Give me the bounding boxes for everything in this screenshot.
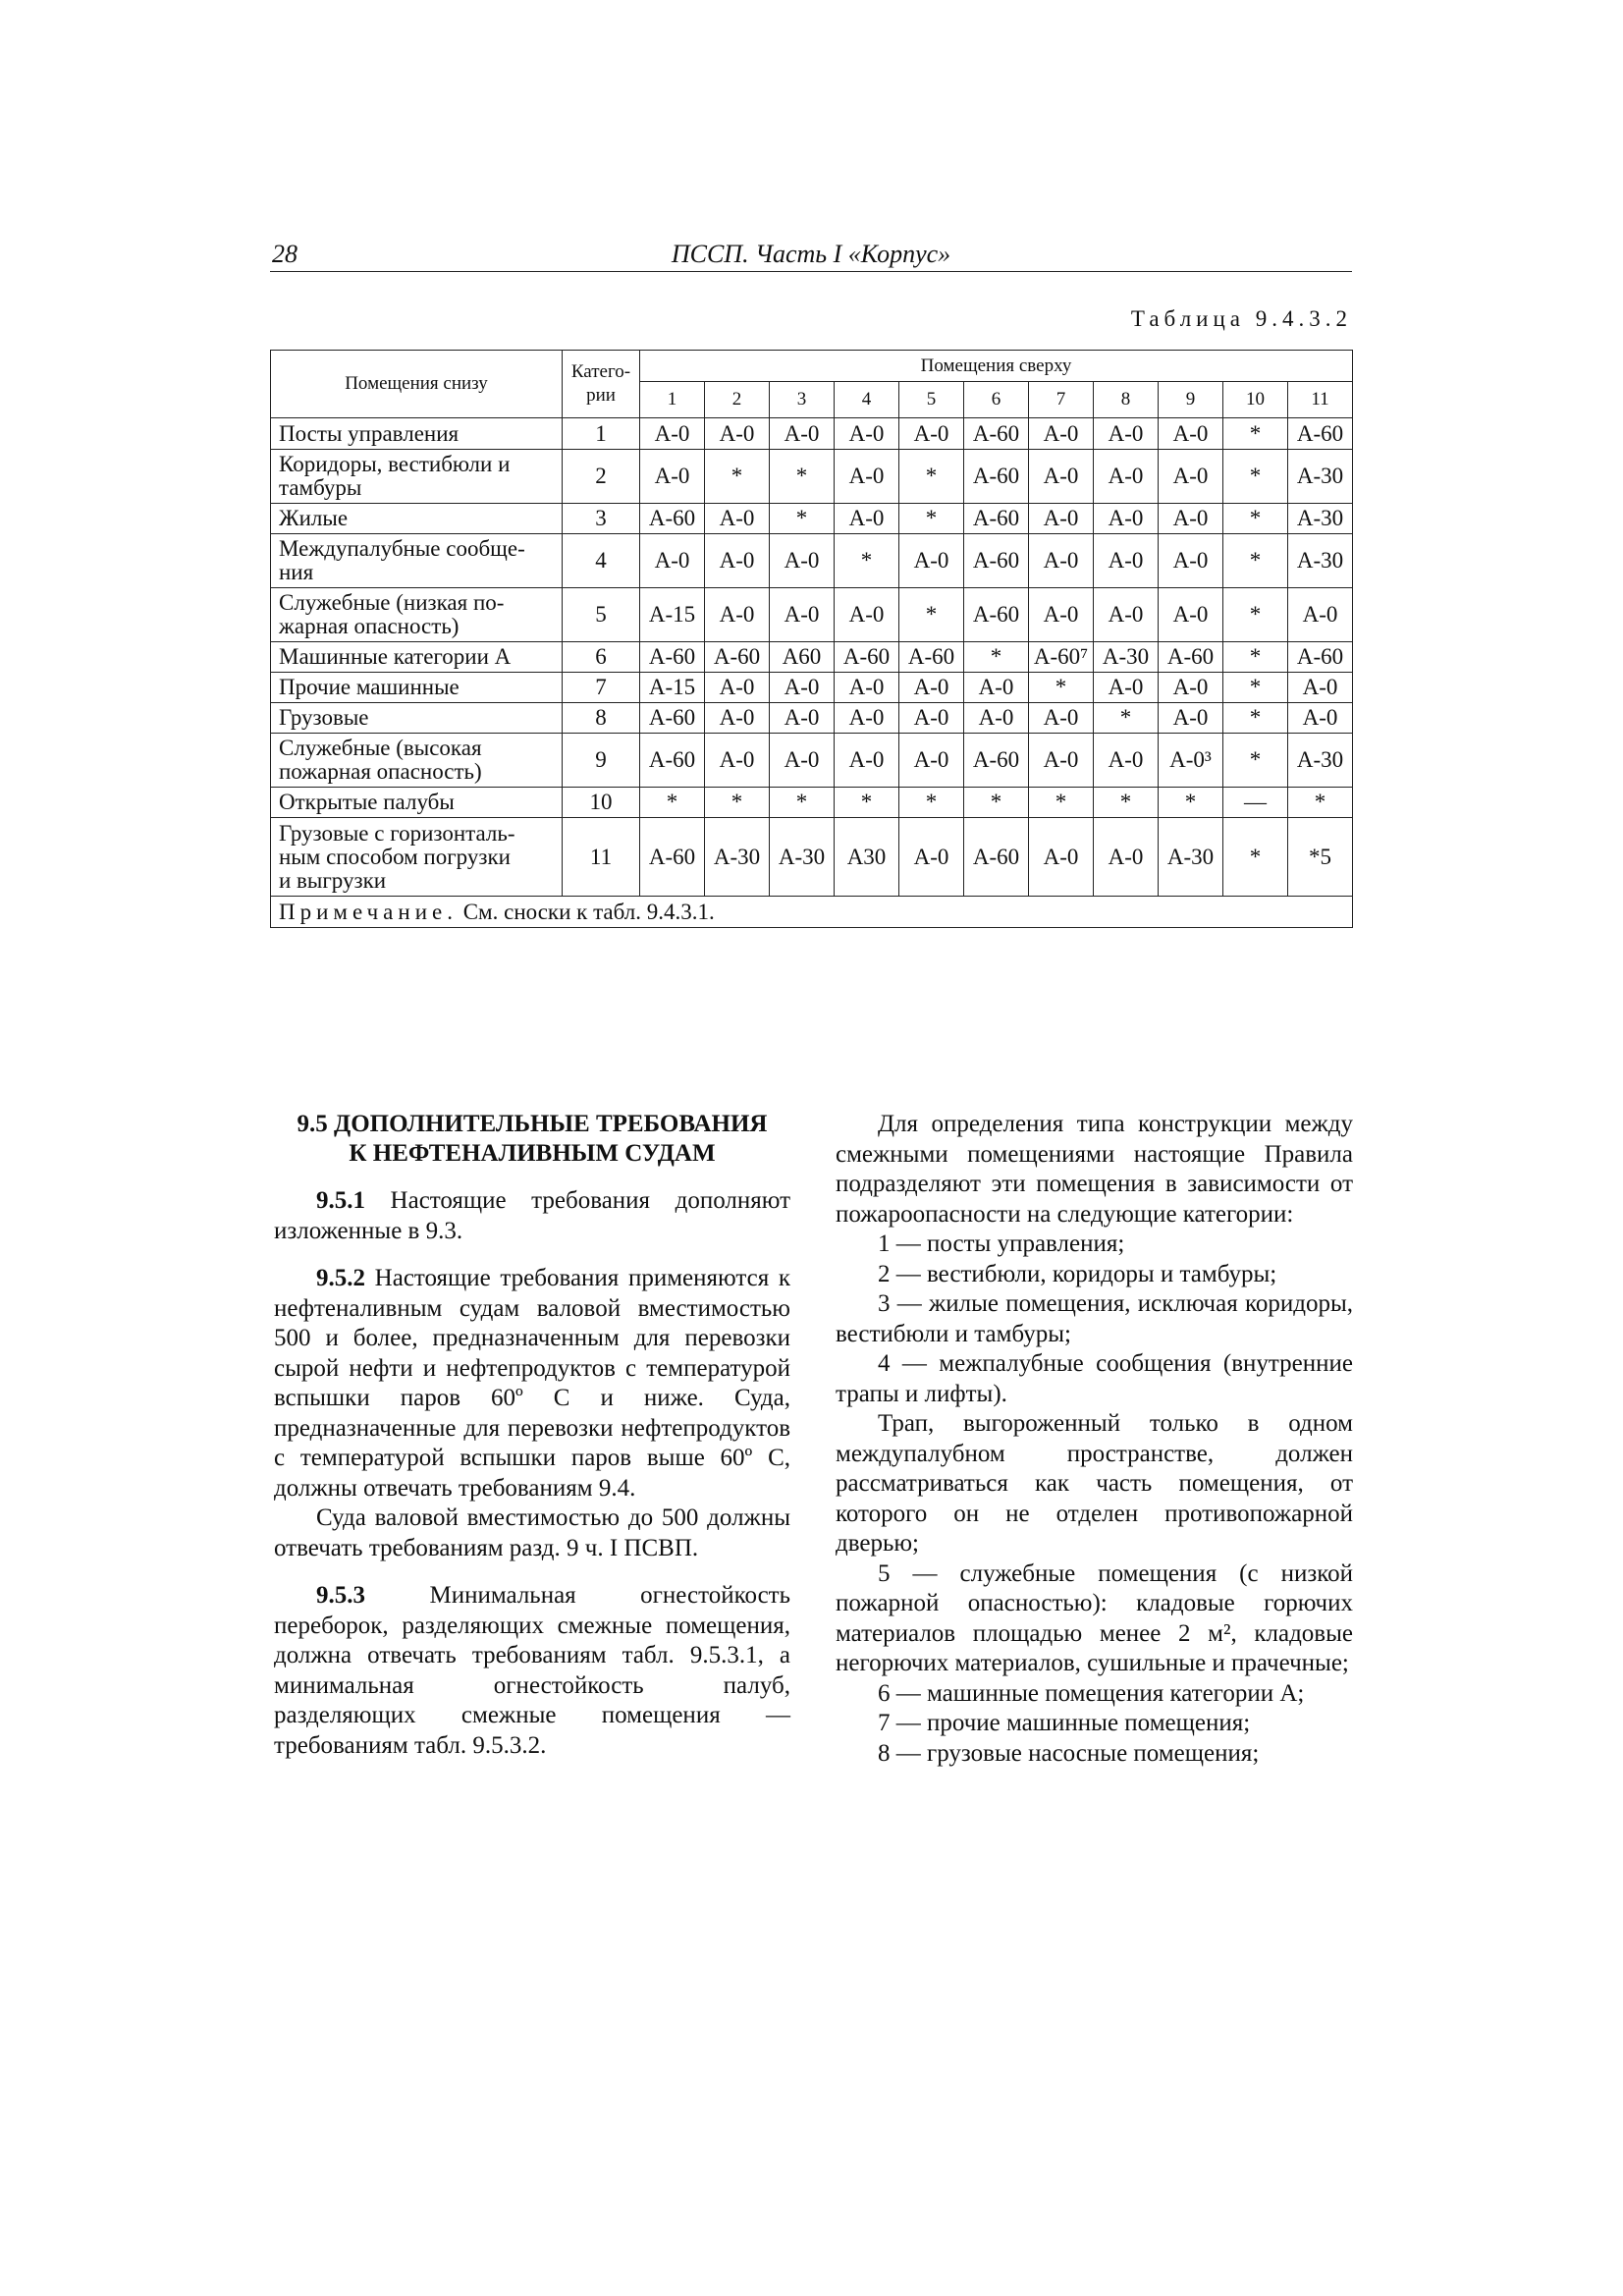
rating-cell: А-60 — [964, 450, 1029, 504]
category-cell: 5 — [563, 588, 640, 642]
rating-cell: А-60 — [640, 734, 705, 788]
rating-cell: * — [1094, 703, 1159, 734]
rating-cell: * — [770, 504, 835, 534]
rating-cell: * — [1223, 673, 1288, 703]
rating-cell: А-15 — [640, 673, 705, 703]
rating-cell: А-0 — [705, 703, 770, 734]
rating-cell: А-0 — [1029, 418, 1094, 450]
category-cell: 9 — [563, 734, 640, 788]
category-paragraph: 4 — межпалубные сообщения (внутренние трапы и лифты). — [836, 1350, 1353, 1407]
rating-cell: А-0 — [1159, 534, 1223, 588]
rating-cell: А-0 — [835, 673, 899, 703]
rating-cell: А60 — [770, 642, 835, 673]
left-column — [274, 1110, 790, 1761]
rating-cell: А-0 — [1159, 673, 1223, 703]
category-paragraph: 6 — машинные помещения категории А; — [878, 1679, 1305, 1707]
room-name — [271, 450, 563, 504]
rating-cell: А-0 — [1159, 504, 1223, 534]
rating-cell: А-60 — [640, 642, 705, 673]
above-number: 5 — [899, 382, 964, 418]
rating-cell: * — [705, 788, 770, 818]
rating-cell: А-0 — [1094, 588, 1159, 642]
category-paragraph: 5 — служебные помещения (с низкой пожарной опасностью): кладовые горючих материалов площадью менее 2 м², кладовые негорючих материалов, сушильные и прачечные; — [836, 1559, 1353, 1676]
rating-cell: * — [835, 788, 899, 818]
rating-cell: * — [835, 534, 899, 588]
section-heading: 9.5 ДОПОЛНИТЕЛЬНЫЕ ТРЕБОВАНИЯ К НЕФТЕНАЛИВНЫМ СУДАМ — [297, 1111, 768, 1167]
above-number: 3 — [770, 382, 835, 418]
above-number: 9 — [1159, 382, 1223, 418]
rating-cell: А-0 — [705, 588, 770, 642]
rating-cell: А-30 — [1288, 450, 1353, 504]
rating-cell: * — [964, 642, 1029, 673]
rating-cell: А-0 — [770, 734, 835, 788]
rating-cell: * — [705, 450, 770, 504]
rating-cell: А-0 — [835, 450, 899, 504]
above-number: 2 — [705, 382, 770, 418]
category-paragraph: 8 — грузовые насосные помещения; — [878, 1739, 1260, 1767]
rating-cell: * — [899, 504, 964, 534]
rating-cell: А-0 — [1094, 418, 1159, 450]
above-number: 1 — [640, 382, 705, 418]
rating-cell: А-0 — [1029, 588, 1094, 642]
rating-cell: * — [640, 788, 705, 818]
rating-cell: А-0 — [770, 534, 835, 588]
rating-cell: А-0 — [835, 588, 899, 642]
rating-cell: А-60 — [1288, 642, 1353, 673]
rating-cell: * — [770, 788, 835, 818]
rating-cell: А-0 — [640, 418, 705, 450]
rating-cell: А-0 — [1029, 450, 1094, 504]
fire-integrity-table — [270, 350, 1353, 928]
category-cell: 7 — [563, 673, 640, 703]
room-name-line: Междупалубные сообще- — [279, 536, 525, 561]
running-header — [270, 240, 1352, 272]
category-cell: 2 — [563, 450, 640, 504]
table-row — [271, 588, 1353, 642]
rating-cell: А-0 — [1159, 418, 1223, 450]
table-row — [271, 534, 1353, 588]
room-name-line: Посты управления — [279, 420, 460, 446]
room-name-line: жарная опасность) — [279, 614, 460, 638]
rating-cell: А-30 — [770, 818, 835, 897]
category-paragraph: 7 — прочие машинные помещения; — [878, 1710, 1251, 1736]
rating-cell: А-0³ — [1159, 734, 1223, 788]
category-cell: 4 — [563, 534, 640, 588]
rating-cell: А-30 — [1288, 504, 1353, 534]
table-row — [271, 818, 1353, 897]
rating-cell: А-15 — [640, 588, 705, 642]
rating-cell: А-60 — [964, 504, 1029, 534]
room-name-line: Служебные (высокая — [279, 736, 482, 760]
rating-cell: А-0 — [899, 734, 964, 788]
rating-cell: * — [1223, 418, 1288, 450]
rating-cell: * — [899, 450, 964, 504]
room-name — [271, 534, 563, 588]
rating-cell: А-30 — [1094, 642, 1159, 673]
above-number: 7 — [1029, 382, 1094, 418]
above-number: 10 — [1223, 382, 1288, 418]
rating-cell: А-0 — [640, 534, 705, 588]
rating-cell: А-0 — [1029, 534, 1094, 588]
category-paragraph: Для определения типа конструкции между смежными помещениями настоящие Правила подразделяют эти помещения в зависимости от пожароопасности на следующие категории: — [836, 1111, 1353, 1228]
rating-cell: А30 — [835, 818, 899, 897]
rating-cell: * — [1029, 673, 1094, 703]
room-name — [271, 818, 563, 897]
rating-cell: А-0 — [835, 703, 899, 734]
rating-cell: А-0 — [705, 534, 770, 588]
category-paragraph: 3 — жилые помещения, исключая коридоры, вестибюли и тамбуры; — [836, 1290, 1353, 1347]
rating-cell: А-0 — [899, 418, 964, 450]
rating-cell: А-60 — [640, 703, 705, 734]
rating-cell: А-0 — [1029, 703, 1094, 734]
table-row — [271, 642, 1353, 673]
rating-cell: А-0 — [899, 703, 964, 734]
room-name-line: пожарная опасность) — [279, 759, 482, 784]
room-name-line: тамбуры — [279, 475, 362, 500]
rating-cell: А-60⁷ — [1029, 642, 1094, 673]
rating-cell: А-60 — [964, 818, 1029, 897]
rating-cell: А-30 — [1288, 534, 1353, 588]
rating-cell: А-0 — [1288, 588, 1353, 642]
paragraph-9-5-2: 9.5.2 Настоящие требования применяются к нефтеналивным судам валовой вместимостью 500 и более, предназначенным для перевозки сырой нефти и нефтепродуктов с температурой вспышки паров 60º С и ниже. Суда, предназначенные для перевозки нефтепродуктов с температурой вспышки паров выше 60º С, должны отвечать требованиям 9.4. — [274, 1265, 790, 1502]
header-rooms-above: Помещения сверху — [640, 351, 1353, 382]
rating-cell: * — [1223, 534, 1288, 588]
rating-cell: А-60 — [640, 504, 705, 534]
running-title: ПССП. Часть I «Корпус» — [671, 240, 951, 268]
rating-cell: А-0 — [770, 418, 835, 450]
rating-cell: А-0 — [1094, 818, 1159, 897]
rating-cell: А-0 — [1029, 818, 1094, 897]
rating-cell: А-0 — [899, 673, 964, 703]
header-rooms-below: Помещения снизу — [271, 351, 563, 418]
room-name-line: Машинные категории А — [279, 644, 512, 669]
rating-cell: * — [1029, 788, 1094, 818]
room-name-line: Открытые палубы — [279, 790, 455, 814]
room-name — [271, 588, 563, 642]
rating-cell: А-0 — [1288, 703, 1353, 734]
rating-cell: А-0 — [705, 418, 770, 450]
table-row — [271, 418, 1353, 450]
room-name-line: ния — [279, 560, 314, 584]
table-note: Примечание. См. сноски к табл. 9.4.3.1. — [271, 897, 1353, 928]
table-caption: Таблица 9.4.3.2 — [1130, 306, 1352, 331]
rating-cell: А-0 — [964, 703, 1029, 734]
rating-cell: *5 — [1288, 818, 1353, 897]
room-name — [271, 642, 563, 673]
page-number: 28 — [272, 240, 298, 268]
category-cell: 8 — [563, 703, 640, 734]
rating-cell: А-0 — [640, 450, 705, 504]
rating-cell: * — [1288, 788, 1353, 818]
rating-cell: А-0 — [835, 504, 899, 534]
rating-cell: А-0 — [705, 504, 770, 534]
rating-cell: * — [1223, 703, 1288, 734]
room-name-line: Жилые — [279, 506, 349, 530]
room-name — [271, 673, 563, 703]
rating-cell: * — [1223, 450, 1288, 504]
rating-cell: А-0 — [1288, 673, 1353, 703]
room-name — [271, 504, 563, 534]
rating-cell: А-60 — [1288, 418, 1353, 450]
rating-cell: * — [1223, 818, 1288, 897]
rating-cell: А-0 — [1029, 504, 1094, 534]
above-number: 11 — [1288, 382, 1353, 418]
rating-cell: А-0 — [835, 418, 899, 450]
rating-cell: А-0 — [705, 673, 770, 703]
room-name-line: и выгрузки — [279, 867, 387, 893]
table-row — [271, 734, 1353, 788]
category-cell: 3 — [563, 504, 640, 534]
rating-cell: А-0 — [899, 534, 964, 588]
category-cell: 1 — [563, 418, 640, 450]
header-category: Катего- рии — [563, 351, 640, 418]
rating-cell: А-60 — [1159, 642, 1223, 673]
room-name — [271, 703, 563, 734]
rating-cell: А-0 — [770, 673, 835, 703]
room-name — [271, 788, 563, 818]
above-number: 6 — [964, 382, 1029, 418]
room-name-line: Грузовые с горизонталь- — [279, 820, 515, 846]
rating-cell: А-60 — [899, 642, 964, 673]
rating-cell: А-0 — [770, 703, 835, 734]
rating-cell: А-0 — [1094, 673, 1159, 703]
rating-cell: А-30 — [1159, 818, 1223, 897]
paragraph-9-5-1: 9.5.1 Настоящие требования дополняют изложенные в 9.3. — [274, 1187, 790, 1244]
rating-cell: * — [964, 788, 1029, 818]
rating-cell: А-0 — [1094, 504, 1159, 534]
rating-cell: А-0 — [705, 734, 770, 788]
table-row — [271, 703, 1353, 734]
category-cell: 11 — [563, 818, 640, 897]
rating-cell: А-0 — [1094, 534, 1159, 588]
room-name-line: Прочие машинные — [279, 675, 460, 699]
rating-cell: А-0 — [1159, 588, 1223, 642]
rating-cell: * — [1223, 642, 1288, 673]
rating-cell: А-0 — [964, 673, 1029, 703]
room-name-line: Служебные (низкая по- — [279, 590, 505, 615]
rating-cell: А-60 — [964, 534, 1029, 588]
rating-cell: * — [1223, 588, 1288, 642]
rating-cell: А-30 — [1288, 734, 1353, 788]
rating-cell: А-0 — [1029, 734, 1094, 788]
category-cell: 6 — [563, 642, 640, 673]
paragraph-9-5-2-b: Суда валовой вместимостью до 500 должны отвечать требованиям разд. 9 ч. I ПСВП. — [274, 1504, 790, 1561]
rating-cell: * — [1159, 788, 1223, 818]
rating-cell: * — [899, 588, 964, 642]
table-row — [271, 504, 1353, 534]
rating-cell: * — [1094, 788, 1159, 818]
rating-cell: А-0 — [1159, 450, 1223, 504]
rating-cell: А-0 — [770, 588, 835, 642]
rating-cell: * — [770, 450, 835, 504]
above-number: 8 — [1094, 382, 1159, 418]
rating-cell: А-0 — [1094, 734, 1159, 788]
room-name — [271, 418, 563, 450]
rating-cell: А-60 — [964, 588, 1029, 642]
room-name-line: ным способом погрузки — [279, 844, 511, 869]
rating-cell: А-60 — [835, 642, 899, 673]
right-column — [836, 1110, 1353, 1769]
rating-cell: * — [1223, 504, 1288, 534]
rating-cell: А-60 — [640, 818, 705, 897]
table-row — [271, 788, 1353, 818]
room-name-line: Коридоры, вестибюли и — [279, 452, 511, 476]
rating-cell: * — [1223, 734, 1288, 788]
rating-cell: А-60 — [964, 418, 1029, 450]
rating-cell: А-0 — [1094, 450, 1159, 504]
room-name-line: Грузовые — [279, 705, 369, 730]
rating-cell: А-0 — [1159, 703, 1223, 734]
rating-cell: А-0 — [835, 734, 899, 788]
paragraph-9-5-3: 9.5.3 Минимальная огнестойкость переборок, разделяющих смежные помещения, должна отвечать требованиям табл. 9.5.3.1, а минимальная огнестойкость палуб, разделяющих смежные помещения — требованиям табл. 9.5.3.2. — [274, 1582, 790, 1759]
rating-cell: А-0 — [899, 818, 964, 897]
rating-cell: А-30 — [705, 818, 770, 897]
category-paragraph: 2 — вестибюли, коридоры и тамбуры; — [878, 1260, 1277, 1287]
table-row — [271, 450, 1353, 504]
category-cell: 10 — [563, 788, 640, 818]
rating-cell: * — [899, 788, 964, 818]
table-row — [271, 673, 1353, 703]
rating-cell: — — [1223, 788, 1288, 818]
above-number: 4 — [835, 382, 899, 418]
category-paragraph: 1 — посты управления; — [878, 1230, 1125, 1257]
rating-cell: А-60 — [964, 734, 1029, 788]
rating-cell: А-60 — [705, 642, 770, 673]
room-name — [271, 734, 563, 788]
category-paragraph: Трап, выгороженный только в одном междупалубном пространстве, должен рассматриваться как часть помещения, от которого он не отделен противопожарной дверью; — [836, 1410, 1353, 1557]
